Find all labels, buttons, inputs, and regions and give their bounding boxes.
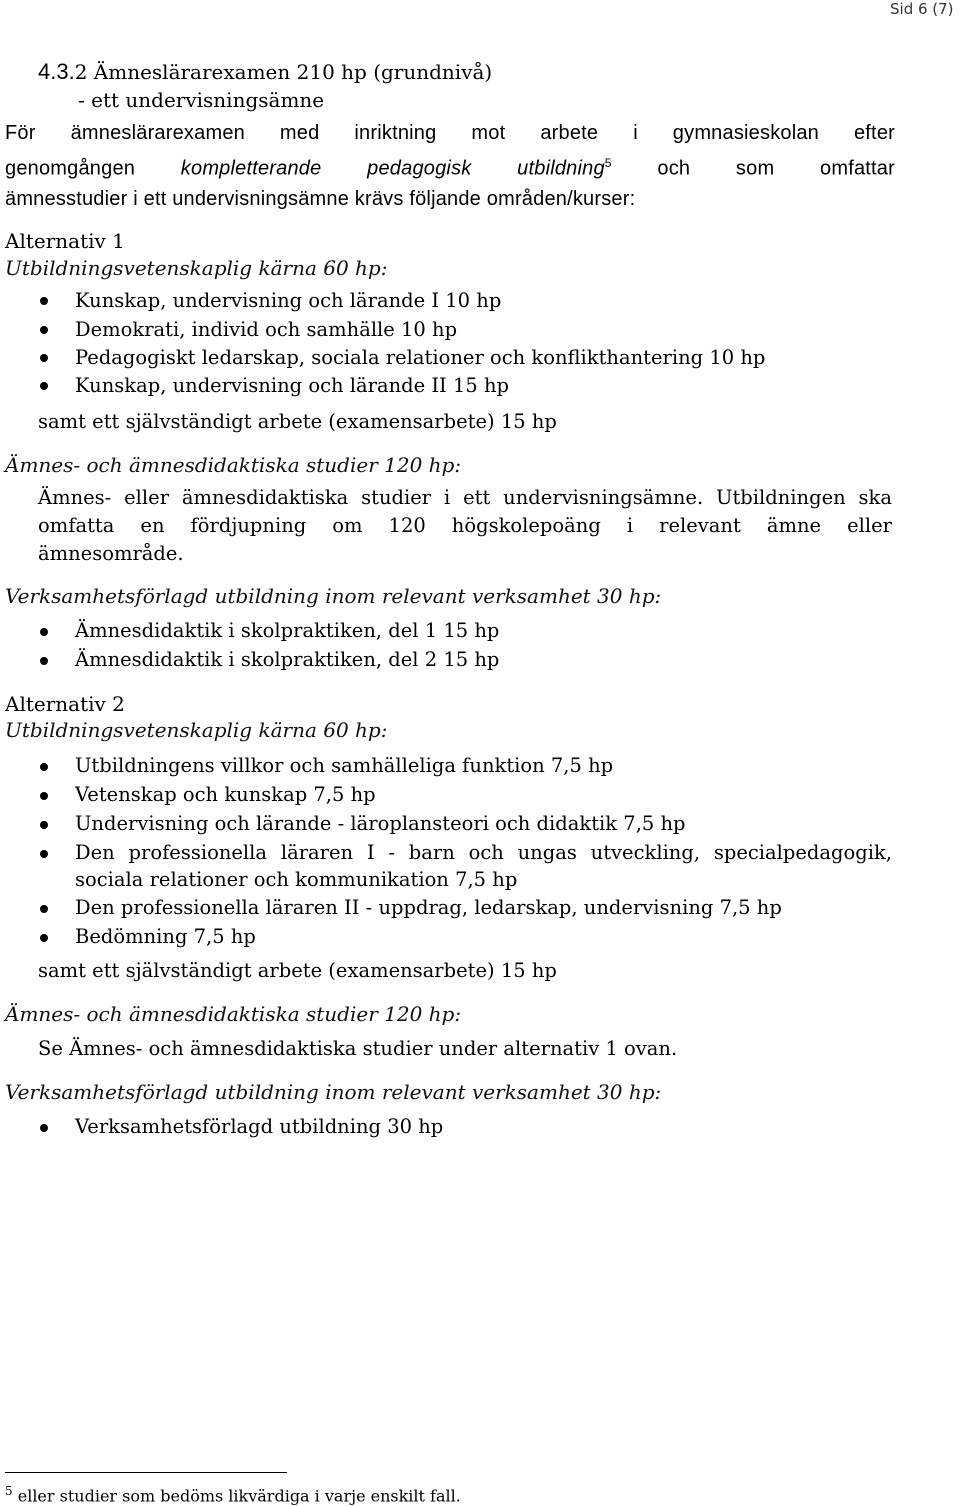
intro-line-2-pre: genomgången xyxy=(5,157,181,180)
bullet-icon xyxy=(40,382,48,390)
alt2-core-item-2: Vetenskap och kunskap 7,5 hp xyxy=(75,783,376,806)
alt1-practice-heading: Verksamhetsförlagd utbildning inom relevant verksamhet 30 hp: xyxy=(5,584,662,608)
section-heading xyxy=(38,58,492,86)
alt1-practice-item-2: Ämnesdidaktik i skolpraktiken, del 2 15 hp xyxy=(75,648,500,671)
alt1-subject-text xyxy=(38,484,892,568)
alt2-core-heading: Utbildningsvetenskaplig kärna 60 hp: xyxy=(5,718,388,742)
alt1-subject-line-1: Ämnes- eller ämnesdidaktiska studier i ett undervisningsämne. Utbildningen ska xyxy=(38,486,892,509)
bullet-icon xyxy=(40,354,48,362)
alt2-subject-heading: Ämnes- och ämnesdidaktiska studier 120 hp: xyxy=(5,1002,462,1026)
intro-line-2 xyxy=(5,148,895,184)
section-title-line1: 2 Ämneslärarexamen 210 hp (grundnivå) xyxy=(74,60,493,84)
alt2-practice-heading: Verksamhetsförlagd utbildning inom relevant verksamhet 30 hp: xyxy=(5,1080,662,1104)
bullet-icon xyxy=(40,657,48,665)
bullet-icon xyxy=(40,934,48,942)
intro-line-2-post: och som omfattar xyxy=(611,157,895,180)
alt2-practice-item-1: Verksamhetsförlagd utbildning 30 hp xyxy=(75,1115,444,1138)
alt2-thesis: samt ett självständigt arbete (examensarbete) 15 hp xyxy=(38,959,557,982)
alt2-core-item-5: Den professionella läraren II - uppdrag, ledarskap, undervisning 7,5 hp xyxy=(75,896,782,919)
footnote-ref: 5 xyxy=(604,156,612,170)
bullet-icon xyxy=(40,850,48,858)
bullet-icon xyxy=(40,628,48,636)
alt2-core-item-3: Undervisning och lärande - läroplansteori och didaktik 7,5 hp xyxy=(75,812,686,835)
alt1-thesis: samt ett självständigt arbete (examensarbete) 15 hp xyxy=(38,410,557,433)
bullet-icon xyxy=(40,821,48,829)
alt2-title: Alternativ 2 xyxy=(5,692,125,716)
bullet-icon xyxy=(40,905,48,913)
footnote xyxy=(5,1484,461,1505)
bullet-icon xyxy=(40,297,48,305)
section-number: 4.3. xyxy=(38,59,75,84)
bullet-icon xyxy=(40,792,48,800)
intro-line-3: ämnesstudier i ett undervisningsämne krävs följande områden/kurser: xyxy=(5,187,636,210)
alt2-core-item-1: Utbildningens villkor och samhälleliga funktion 7,5 hp xyxy=(75,754,614,777)
alt1-subject-line-2: omfatta en fördjupning om 120 högskolepoäng i relevant ämne eller xyxy=(38,514,892,537)
bullet-icon xyxy=(40,1124,48,1132)
bullet-icon xyxy=(40,326,48,334)
footnote-marker: 5 xyxy=(5,1484,13,1498)
page-number: Sid 6 (7) xyxy=(890,0,954,18)
alt2-core-item-6: Bedömning 7,5 hp xyxy=(75,925,256,948)
alt1-core-item-1: Kunskap, undervisning och lärande I 10 hp xyxy=(75,289,502,312)
intro-paragraph xyxy=(5,118,895,214)
intro-line-1: För ämneslärarexamen med inriktning mot arbete i gymnasieskolan efter xyxy=(5,122,895,144)
section-title-line2: - ett undervisningsämne xyxy=(78,88,325,112)
alt1-subject-line-3: ämnesområde. xyxy=(38,542,184,565)
alt2-core-item-4-line-1: Den professionella läraren I - barn och ungas utveckling, specialpedagogik, xyxy=(75,841,892,864)
alt2-subject-text: Se Ämnes- och ämnesdidaktiska studier under alternativ 1 ovan. xyxy=(38,1037,678,1060)
alt1-core-item-3: Pedagogiskt ledarskap, sociala relationer och konflikthantering 10 hp xyxy=(75,346,766,369)
alt1-core-item-4: Kunskap, undervisning och lärande II 15 hp xyxy=(75,374,510,397)
alt1-subject-heading: Ämnes- och ämnesdidaktiska studier 120 hp: xyxy=(5,453,462,477)
footnote-divider xyxy=(5,1472,287,1473)
alt2-core-item-4-line-2: sociala relationer och kommunikation 7,5 hp xyxy=(75,868,518,891)
bullet-icon xyxy=(40,763,48,771)
alt1-practice-item-1: Ämnesdidaktik i skolpraktiken, del 1 15 hp xyxy=(75,619,500,642)
alt1-core-item-2: Demokrati, individ och samhälle 10 hp xyxy=(75,318,458,341)
intro-italic-term: kompletterande pedagogisk utbildning xyxy=(180,157,605,180)
footnote-text: eller studier som bedöms likvärdiga i varje enskilt fall. xyxy=(12,1486,461,1506)
alt1-core-heading: Utbildningsvetenskaplig kärna 60 hp: xyxy=(5,256,388,280)
alt1-title: Alternativ 1 xyxy=(5,229,125,253)
